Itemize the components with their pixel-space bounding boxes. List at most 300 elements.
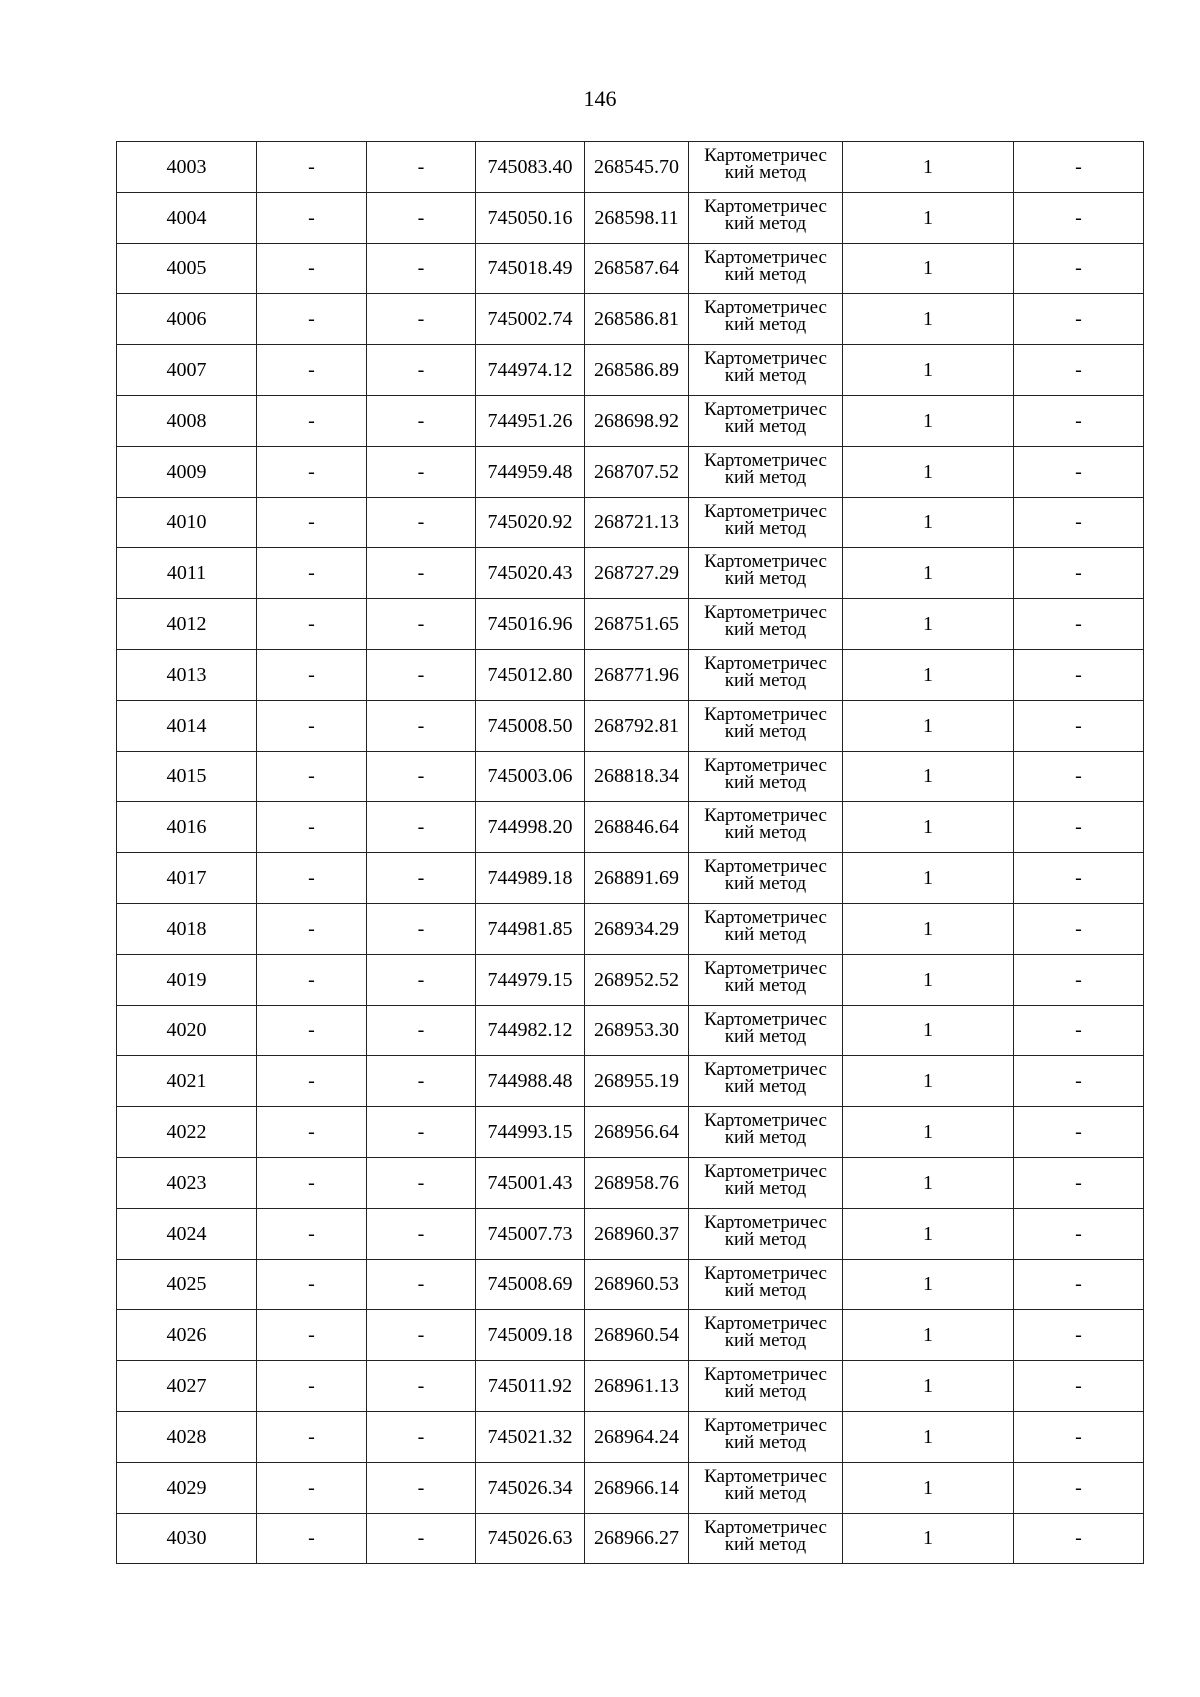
empty-value-cell: - [367, 1005, 476, 1056]
x-coordinate-cell: 745083.40 [476, 142, 585, 193]
method-text-line1: Картометричес [704, 398, 827, 420]
x-coordinate-cell: 745011.92 [476, 1361, 585, 1412]
method-cell [689, 1157, 843, 1208]
description-cell: - [1014, 497, 1144, 548]
table-row [117, 243, 1144, 294]
method-text-line2: кий метод [724, 1279, 807, 1301]
x-coordinate-cell: 745012.80 [476, 649, 585, 700]
y-coordinate-cell: 268956.64 [585, 1107, 689, 1158]
empty-value-cell: - [257, 802, 367, 853]
method-text-line2: кий метод [724, 822, 807, 844]
table-row [117, 497, 1144, 548]
point-number-cell: 4026 [117, 1310, 257, 1361]
y-coordinate-cell: 268960.54 [585, 1310, 689, 1361]
method-text-line2: кий метод [724, 1533, 807, 1555]
method-text-line1: Картометричес [704, 754, 827, 776]
empty-value-cell: - [257, 1208, 367, 1259]
description-cell: - [1014, 192, 1144, 243]
table-row [117, 1107, 1144, 1158]
y-coordinate-cell: 268955.19 [585, 1056, 689, 1107]
accuracy-cell: 1 [843, 395, 1014, 446]
point-number-cell: 4024 [117, 1208, 257, 1259]
empty-value-cell: - [257, 1259, 367, 1310]
table-row [117, 548, 1144, 599]
method-text-line2: кий метод [724, 771, 807, 793]
method-text-line2: кий метод [724, 568, 807, 590]
table-row [117, 599, 1144, 650]
accuracy-cell: 1 [843, 1462, 1014, 1513]
method-text-line1: Картометричес [704, 1059, 827, 1081]
empty-value-cell: - [367, 853, 476, 904]
x-coordinate-cell: 745016.96 [476, 599, 585, 650]
method-text-line1: Картометричес [704, 1008, 827, 1030]
method-cell [689, 192, 843, 243]
x-coordinate-cell: 744998.20 [476, 802, 585, 853]
accuracy-cell: 1 [843, 1157, 1014, 1208]
y-coordinate-cell: 268964.24 [585, 1411, 689, 1462]
point-number-cell: 4004 [117, 192, 257, 243]
method-cell [689, 345, 843, 396]
method-text-line1: Картометричес [704, 957, 827, 979]
empty-value-cell: - [367, 954, 476, 1005]
point-number-cell: 4030 [117, 1513, 257, 1564]
table-row [117, 1462, 1144, 1513]
method-text-line1: Картометричес [704, 1160, 827, 1182]
table-row [117, 1259, 1144, 1310]
empty-value-cell: - [367, 1462, 476, 1513]
x-coordinate-cell: 745008.50 [476, 700, 585, 751]
x-coordinate-cell: 745007.73 [476, 1208, 585, 1259]
method-cell [689, 142, 843, 193]
method-cell [689, 1259, 843, 1310]
method-cell [689, 853, 843, 904]
method-text-line1: Картометричес [704, 1465, 827, 1487]
y-coordinate-cell: 268960.37 [585, 1208, 689, 1259]
point-number-cell: 4017 [117, 853, 257, 904]
x-coordinate-cell: 745018.49 [476, 243, 585, 294]
table-row [117, 700, 1144, 751]
x-coordinate-cell: 744982.12 [476, 1005, 585, 1056]
point-number-cell: 4014 [117, 700, 257, 751]
empty-value-cell: - [367, 243, 476, 294]
y-coordinate-cell: 268751.65 [585, 599, 689, 650]
accuracy-cell: 1 [843, 853, 1014, 904]
accuracy-cell: 1 [843, 294, 1014, 345]
empty-value-cell: - [367, 903, 476, 954]
point-number-cell: 4019 [117, 954, 257, 1005]
accuracy-cell: 1 [843, 1310, 1014, 1361]
empty-value-cell: - [367, 1411, 476, 1462]
accuracy-cell: 1 [843, 243, 1014, 294]
method-cell [689, 446, 843, 497]
accuracy-cell: 1 [843, 446, 1014, 497]
description-cell: - [1014, 1259, 1144, 1310]
table-row [117, 649, 1144, 700]
y-coordinate-cell: 268934.29 [585, 903, 689, 954]
empty-value-cell: - [257, 1361, 367, 1412]
method-cell [689, 599, 843, 650]
empty-value-cell: - [367, 1157, 476, 1208]
point-number-cell: 4007 [117, 345, 257, 396]
method-text-line2: кий метод [724, 619, 807, 641]
empty-value-cell: - [367, 345, 476, 396]
method-text-line2: кий метод [724, 415, 807, 437]
table-row [117, 954, 1144, 1005]
point-number-cell: 4013 [117, 649, 257, 700]
accuracy-cell: 1 [843, 1005, 1014, 1056]
table-row [117, 1208, 1144, 1259]
x-coordinate-cell: 744981.85 [476, 903, 585, 954]
point-number-cell: 4027 [117, 1361, 257, 1412]
point-number-cell: 4009 [117, 446, 257, 497]
empty-value-cell: - [257, 395, 367, 446]
y-coordinate-cell: 268952.52 [585, 954, 689, 1005]
x-coordinate-cell: 745026.34 [476, 1462, 585, 1513]
point-number-cell: 4028 [117, 1411, 257, 1462]
method-text-line1: Картометричес [704, 906, 827, 928]
empty-value-cell: - [257, 548, 367, 599]
method-cell [689, 802, 843, 853]
method-cell [689, 1005, 843, 1056]
description-cell: - [1014, 751, 1144, 802]
method-text-line2: кий метод [724, 1330, 807, 1352]
method-cell [689, 1056, 843, 1107]
description-cell: - [1014, 802, 1144, 853]
y-coordinate-cell: 268891.69 [585, 853, 689, 904]
method-text-line2: кий метод [724, 1127, 807, 1149]
accuracy-cell: 1 [843, 1361, 1014, 1412]
empty-value-cell: - [367, 1361, 476, 1412]
y-coordinate-cell: 268698.92 [585, 395, 689, 446]
x-coordinate-cell: 744974.12 [476, 345, 585, 396]
method-text-line1: Картометричес [704, 652, 827, 674]
point-number-cell: 4022 [117, 1107, 257, 1158]
method-cell [689, 649, 843, 700]
y-coordinate-cell: 268586.89 [585, 345, 689, 396]
method-text-line2: кий метод [724, 212, 807, 234]
method-text-line1: Картометричес [704, 551, 827, 573]
method-text-line1: Картометричес [704, 805, 827, 827]
table-row [117, 903, 1144, 954]
accuracy-cell: 1 [843, 903, 1014, 954]
x-coordinate-cell: 745021.32 [476, 1411, 585, 1462]
x-coordinate-cell: 744993.15 [476, 1107, 585, 1158]
method-text-line2: кий метод [724, 1177, 807, 1199]
table-row [117, 1513, 1144, 1564]
y-coordinate-cell: 268961.13 [585, 1361, 689, 1412]
x-coordinate-cell: 744988.48 [476, 1056, 585, 1107]
x-coordinate-cell: 745020.92 [476, 497, 585, 548]
method-text-line2: кий метод [724, 162, 807, 183]
description-cell: - [1014, 1107, 1144, 1158]
x-coordinate-cell: 745050.16 [476, 192, 585, 243]
x-coordinate-cell: 745002.74 [476, 294, 585, 345]
method-text-line1: Картометричес [704, 297, 827, 319]
point-number-cell: 4029 [117, 1462, 257, 1513]
method-text-line1: Картометричес [704, 1262, 827, 1284]
point-number-cell: 4020 [117, 1005, 257, 1056]
accuracy-cell: 1 [843, 497, 1014, 548]
empty-value-cell: - [367, 700, 476, 751]
description-cell: - [1014, 853, 1144, 904]
method-text-line2: кий метод [724, 669, 807, 691]
method-cell [689, 243, 843, 294]
method-text-line2: кий метод [724, 1381, 807, 1403]
x-coordinate-cell: 744979.15 [476, 954, 585, 1005]
description-cell: - [1014, 548, 1144, 599]
x-coordinate-cell: 745020.43 [476, 548, 585, 599]
empty-value-cell: - [257, 1513, 367, 1564]
empty-value-cell: - [367, 1310, 476, 1361]
method-text-line2: кий метод [724, 1228, 807, 1250]
accuracy-cell: 1 [843, 599, 1014, 650]
method-cell [689, 1310, 843, 1361]
method-text-line1: Картометричес [704, 602, 827, 624]
point-number-cell: 4006 [117, 294, 257, 345]
method-text-line1: Картометричес [704, 856, 827, 878]
x-coordinate-cell: 745026.63 [476, 1513, 585, 1564]
method-text-line2: кий метод [724, 1482, 807, 1504]
description-cell: - [1014, 395, 1144, 446]
method-cell [689, 700, 843, 751]
point-number-cell: 4023 [117, 1157, 257, 1208]
y-coordinate-cell: 268792.81 [585, 700, 689, 751]
y-coordinate-cell: 268707.52 [585, 446, 689, 497]
method-text-line2: кий метод [724, 517, 807, 539]
empty-value-cell: - [257, 142, 367, 193]
point-number-cell: 4016 [117, 802, 257, 853]
point-number-cell: 4018 [117, 903, 257, 954]
empty-value-cell: - [257, 751, 367, 802]
empty-value-cell: - [257, 446, 367, 497]
empty-value-cell: - [257, 1462, 367, 1513]
empty-value-cell: - [367, 395, 476, 446]
method-cell [689, 1361, 843, 1412]
description-cell: - [1014, 599, 1144, 650]
table-row [117, 395, 1144, 446]
accuracy-cell: 1 [843, 548, 1014, 599]
description-cell: - [1014, 1462, 1144, 1513]
y-coordinate-cell: 268958.76 [585, 1157, 689, 1208]
empty-value-cell: - [367, 1056, 476, 1107]
method-text-line1: Картометричес [704, 1313, 827, 1335]
empty-value-cell: - [367, 548, 476, 599]
accuracy-cell: 1 [843, 1107, 1014, 1158]
method-cell [689, 954, 843, 1005]
method-cell [689, 1208, 843, 1259]
description-cell: - [1014, 1310, 1144, 1361]
empty-value-cell: - [367, 192, 476, 243]
description-cell: - [1014, 1411, 1144, 1462]
empty-value-cell: - [367, 1208, 476, 1259]
y-coordinate-cell: 268818.34 [585, 751, 689, 802]
empty-value-cell: - [257, 1157, 367, 1208]
accuracy-cell: 1 [843, 192, 1014, 243]
method-text-line1: Картометричес [704, 195, 827, 217]
x-coordinate-cell: 745008.69 [476, 1259, 585, 1310]
empty-value-cell: - [257, 345, 367, 396]
point-number-cell: 4025 [117, 1259, 257, 1310]
empty-value-cell: - [367, 497, 476, 548]
accuracy-cell: 1 [843, 802, 1014, 853]
description-cell: - [1014, 700, 1144, 751]
method-cell [689, 751, 843, 802]
table-row [117, 345, 1144, 396]
accuracy-cell: 1 [843, 1056, 1014, 1107]
method-text-line1: Картометричес [704, 1414, 827, 1436]
description-cell: - [1014, 142, 1144, 193]
point-number-cell: 4010 [117, 497, 257, 548]
empty-value-cell: - [367, 649, 476, 700]
table-row [117, 1310, 1144, 1361]
accuracy-cell: 1 [843, 1208, 1014, 1259]
table-row [117, 1005, 1144, 1056]
empty-value-cell: - [367, 1259, 476, 1310]
empty-value-cell: - [367, 599, 476, 650]
empty-value-cell: - [257, 192, 367, 243]
table-row [117, 853, 1144, 904]
accuracy-cell: 1 [843, 700, 1014, 751]
y-coordinate-cell: 268727.29 [585, 548, 689, 599]
method-cell [689, 294, 843, 345]
table-row [117, 294, 1144, 345]
x-coordinate-cell: 745009.18 [476, 1310, 585, 1361]
accuracy-cell: 1 [843, 1513, 1014, 1564]
empty-value-cell: - [257, 599, 367, 650]
table-row [117, 1411, 1144, 1462]
description-cell: - [1014, 954, 1144, 1005]
empty-value-cell: - [257, 649, 367, 700]
empty-value-cell: - [257, 853, 367, 904]
empty-value-cell: - [257, 1107, 367, 1158]
description-cell: - [1014, 1208, 1144, 1259]
y-coordinate-cell: 268960.53 [585, 1259, 689, 1310]
method-text-line2: кий метод [724, 263, 807, 285]
point-number-cell: 4011 [117, 548, 257, 599]
x-coordinate-cell: 744959.48 [476, 446, 585, 497]
method-text-line2: кий метод [724, 873, 807, 895]
method-text-line1: Картометричес [704, 1110, 827, 1132]
y-coordinate-cell: 268587.64 [585, 243, 689, 294]
description-cell: - [1014, 649, 1144, 700]
method-cell [689, 548, 843, 599]
method-cell [689, 903, 843, 954]
accuracy-cell: 1 [843, 954, 1014, 1005]
method-text-line1: Картометричес [704, 145, 827, 166]
empty-value-cell: - [367, 1513, 476, 1564]
coordinates-table [116, 141, 1144, 1564]
x-coordinate-cell: 745001.43 [476, 1157, 585, 1208]
method-text-line2: кий метод [724, 974, 807, 996]
method-text-line2: кий метод [724, 720, 807, 742]
empty-value-cell: - [367, 802, 476, 853]
method-text-line1: Картометричес [704, 348, 827, 370]
point-number-cell: 4008 [117, 395, 257, 446]
y-coordinate-cell: 268846.64 [585, 802, 689, 853]
description-cell: - [1014, 446, 1144, 497]
method-text-line2: кий метод [724, 923, 807, 945]
y-coordinate-cell: 268771.96 [585, 649, 689, 700]
method-text-line1: Картометричес [704, 1516, 827, 1538]
method-text-line2: кий метод [724, 1431, 807, 1453]
empty-value-cell: - [257, 243, 367, 294]
accuracy-cell: 1 [843, 751, 1014, 802]
point-number-cell: 4005 [117, 243, 257, 294]
method-cell [689, 1462, 843, 1513]
accuracy-cell: 1 [843, 649, 1014, 700]
table-body [117, 142, 1144, 1564]
method-text-line1: Картометричес [704, 1211, 827, 1233]
description-cell: - [1014, 243, 1144, 294]
description-cell: - [1014, 1056, 1144, 1107]
description-cell: - [1014, 1157, 1144, 1208]
method-text-line1: Картометричес [704, 1364, 827, 1386]
table-row [117, 142, 1144, 193]
accuracy-cell: 1 [843, 142, 1014, 193]
accuracy-cell: 1 [843, 1259, 1014, 1310]
y-coordinate-cell: 268586.81 [585, 294, 689, 345]
empty-value-cell: - [257, 294, 367, 345]
description-cell: - [1014, 1361, 1144, 1412]
empty-value-cell: - [367, 142, 476, 193]
table-row [117, 1157, 1144, 1208]
method-text-line2: кий метод [724, 365, 807, 387]
accuracy-cell: 1 [843, 345, 1014, 396]
y-coordinate-cell: 268721.13 [585, 497, 689, 548]
empty-value-cell: - [367, 446, 476, 497]
y-coordinate-cell: 268966.27 [585, 1513, 689, 1564]
empty-value-cell: - [257, 1005, 367, 1056]
accuracy-cell: 1 [843, 1411, 1014, 1462]
empty-value-cell: - [257, 1310, 367, 1361]
empty-value-cell: - [257, 903, 367, 954]
method-text-line1: Картометричес [704, 246, 827, 268]
point-number-cell: 4015 [117, 751, 257, 802]
method-cell [689, 395, 843, 446]
empty-value-cell: - [367, 1107, 476, 1158]
method-text-line1: Картометричес [704, 703, 827, 725]
y-coordinate-cell: 268966.14 [585, 1462, 689, 1513]
method-cell [689, 1411, 843, 1462]
description-cell: - [1014, 1513, 1144, 1564]
y-coordinate-cell: 268598.11 [585, 192, 689, 243]
method-text-line2: кий метод [724, 1025, 807, 1047]
empty-value-cell: - [367, 751, 476, 802]
point-number-cell: 4021 [117, 1056, 257, 1107]
table-row [117, 446, 1144, 497]
x-coordinate-cell: 744951.26 [476, 395, 585, 446]
table-row [117, 192, 1144, 243]
empty-value-cell: - [257, 1411, 367, 1462]
description-cell: - [1014, 345, 1144, 396]
empty-value-cell: - [257, 1056, 367, 1107]
empty-value-cell: - [257, 954, 367, 1005]
description-cell: - [1014, 294, 1144, 345]
table-row [117, 1056, 1144, 1107]
method-text-line2: кий метод [724, 314, 807, 336]
method-text-line1: Картометричес [704, 500, 827, 522]
x-coordinate-cell: 744989.18 [476, 853, 585, 904]
empty-value-cell: - [367, 294, 476, 345]
method-text-line1: Картометричес [704, 449, 827, 471]
description-cell: - [1014, 903, 1144, 954]
method-cell [689, 1107, 843, 1158]
empty-value-cell: - [257, 700, 367, 751]
description-cell: - [1014, 1005, 1144, 1056]
method-text-line2: кий метод [724, 1076, 807, 1098]
table-row [117, 1361, 1144, 1412]
point-number-cell: 4012 [117, 599, 257, 650]
